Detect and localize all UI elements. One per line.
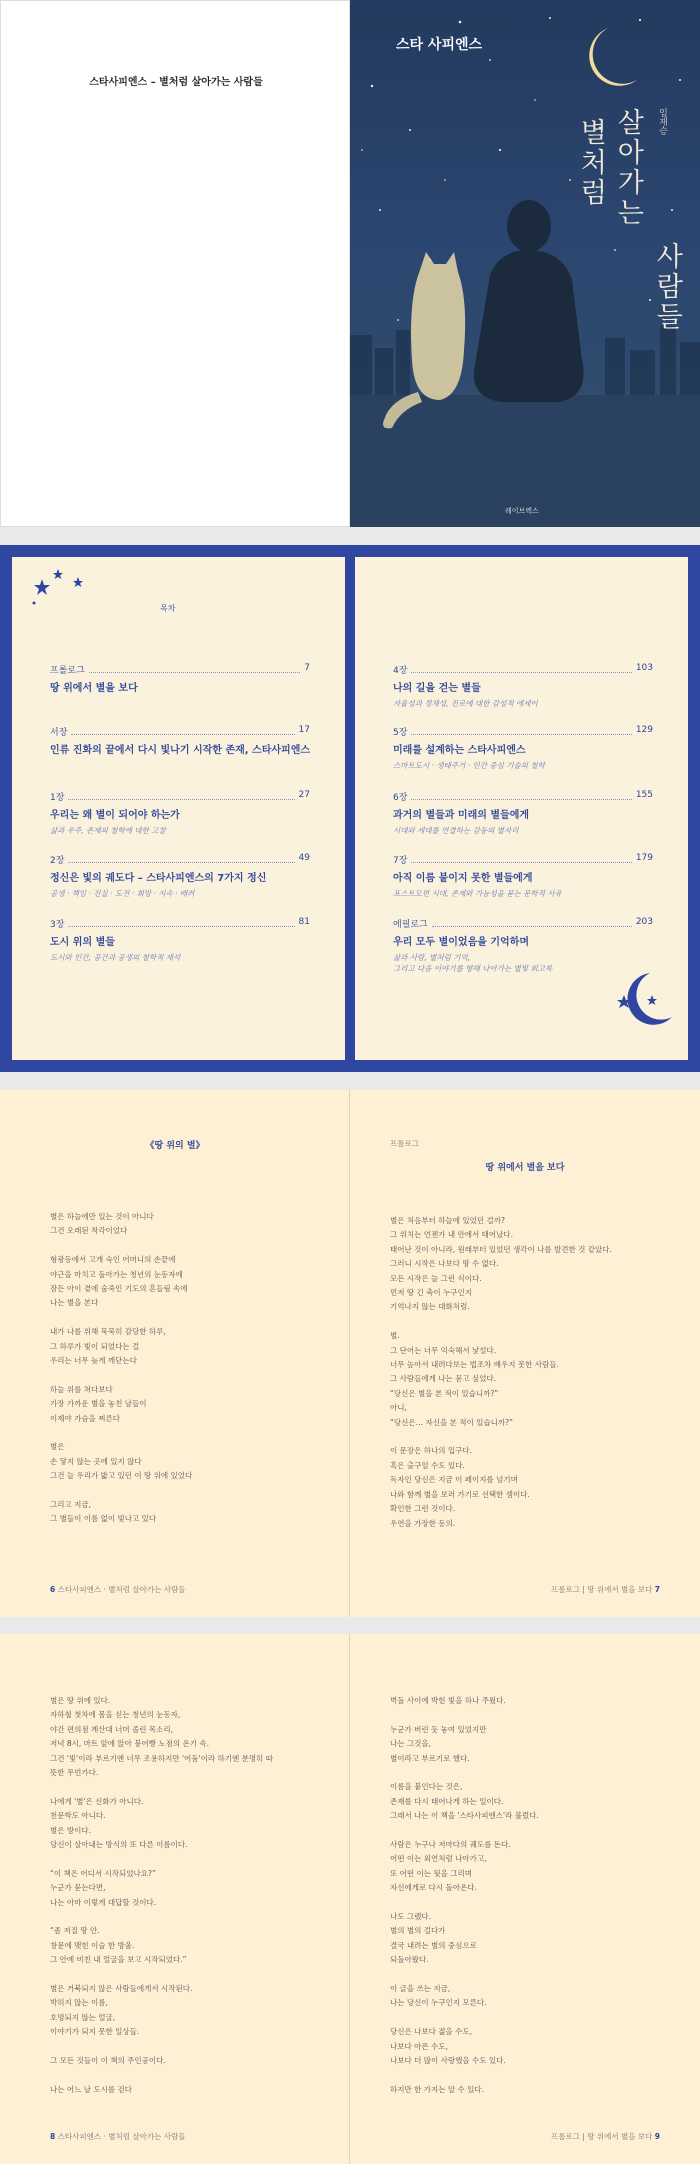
text-line xyxy=(390,1824,539,1838)
page-8 xyxy=(0,1634,350,2164)
text-line: 사람은 누구나 저마다의 궤도를 돈다. xyxy=(390,1840,511,1850)
page-number: 8 xyxy=(50,2132,56,2141)
toc-page-number: 17 xyxy=(298,725,310,735)
toc-chapter-title: 아직 이름 붙이지 못한 별들에게 xyxy=(393,873,533,884)
spread-cover xyxy=(0,0,700,527)
toc-leader xyxy=(68,790,294,800)
text-line: 별의 별의 걸다가 xyxy=(390,1926,446,1936)
text-line: 그건 '빛'이라 부르기엔 너무 조용하지만 '어둠'이라 하기엔 분명히 따 xyxy=(50,1753,273,1763)
text-line: 이 글을 쓰는 지금, xyxy=(390,1984,451,1994)
spread-prologue-cont xyxy=(0,1634,700,2164)
toc-chapter-subtitle: 삶과 우주, 존재의 철학에 대한 고찰 xyxy=(50,826,166,835)
text-line: 그 안에 비친 내 얼굴을 보고 시작되었다.” xyxy=(50,1955,187,1965)
text-line xyxy=(390,1766,539,1780)
chapter-kicker: 프롤로그 xyxy=(390,1139,419,1148)
text-line xyxy=(390,2011,539,2025)
text-line: 뜻한 무언가다. xyxy=(50,1768,99,1778)
toc-page-number: 129 xyxy=(635,725,653,735)
cover-title-col2: 별처럼 xyxy=(575,118,607,208)
toc-entry-head xyxy=(393,853,653,866)
toc-entry-head xyxy=(393,663,653,676)
toc-chapter-title: 나의 길을 걷는 별들 xyxy=(393,683,481,694)
text-line: 존재를 다시 태어나게 하는 일이다. xyxy=(390,1796,504,1806)
prologue-body xyxy=(390,1214,612,1531)
text-line: 그 하루가 빛이 되었다는 걸 xyxy=(50,1341,140,1351)
toc-chapter-subtitle: 시대와 세대를 연결하는 감동의 별자리 xyxy=(393,826,519,835)
text-line: 또 어떤 이는 뒷을 그리며 xyxy=(390,1868,472,1878)
text-line: 그 위치는 언젠가 내 안에서 태어났다. xyxy=(390,1230,513,1240)
text-line: 나는 어느 날 도시를 걷다 xyxy=(50,2084,132,2094)
page-footer-left xyxy=(50,2131,185,2142)
text-line: 그 단어는 너무 익숙해서 낯설다. xyxy=(390,1345,497,1355)
toc-chapter-label: 4장 xyxy=(393,666,408,676)
text-line xyxy=(390,1708,539,1722)
text-line xyxy=(50,2068,273,2082)
text-line: “이 책은 어디서 시작되었나요?” xyxy=(50,1868,156,1878)
text-line: 독자인 당신은 지금 이 페이지를 넘기며 xyxy=(390,1475,518,1485)
text-line: 나는 별을 본다 xyxy=(50,1298,99,1308)
text-line: 하지만 한 가지는 알 수 있다. xyxy=(390,2084,484,2094)
text-line: 야근을 마치고 돌아가는 청년의 눈동자에 xyxy=(50,1269,183,1279)
page-6 xyxy=(0,1090,350,1617)
text-line: 내가 나를 위해 묵묵히 감당한 하루, xyxy=(50,1327,166,1337)
toc-entry[interactable] xyxy=(393,853,653,899)
text-line: 그건 오래된 착각이었다 xyxy=(50,1226,128,1236)
toc-chapter-label: 3장 xyxy=(50,920,65,930)
text-line: 누군가 버린 듯 놓여 있었지만 xyxy=(390,1724,487,1734)
toc-entry[interactable] xyxy=(50,663,310,698)
text-line: 별은 방이다. xyxy=(50,1825,91,1835)
text-line: 나보다 아픈 수도, xyxy=(390,2041,448,2051)
text-line: 이야기가 되지 못한 일상들. xyxy=(50,2027,140,2037)
text-line xyxy=(50,1239,192,1253)
toc-entry-head xyxy=(393,917,653,930)
toc-page-number: 203 xyxy=(635,917,653,927)
toc-entry-head xyxy=(50,725,310,738)
toc-leader xyxy=(89,663,300,673)
text-line xyxy=(50,1852,273,1866)
prologue-body xyxy=(50,1694,273,2097)
text-line: 별이라고 부르기로 했다. xyxy=(390,1753,470,1763)
text-line: 이름을 붙인다는 것은, xyxy=(390,1782,463,1792)
footer-chapter: 프롤로그 | 땅 위에서 별을 보다 xyxy=(551,1585,653,1594)
text-line: 야간 편의점 계산대 너머 졸린 목소리, xyxy=(50,1724,173,1734)
text-line xyxy=(390,1315,612,1329)
text-line: 별. xyxy=(390,1331,400,1341)
toc-leader xyxy=(411,790,631,800)
text-line: 나에게 '별'은 신화가 아니다. xyxy=(50,1796,144,1806)
moon-stars-icon xyxy=(610,965,680,1035)
text-line: 결국 내려는 별의 중심으로 xyxy=(390,1940,477,1950)
toc-leader xyxy=(411,663,631,673)
toc-entry-head xyxy=(50,917,310,930)
crescent-moon-icon xyxy=(589,28,637,86)
toc-chapter-label: 프롤로그 xyxy=(50,666,85,676)
toc-chapter-label: 에필로그 xyxy=(393,920,428,930)
text-line xyxy=(390,1968,539,1982)
page-number: 6 xyxy=(50,1585,56,1594)
text-line xyxy=(50,1484,192,1498)
text-line xyxy=(50,1910,273,1924)
cover-publisher: 레이브렉스 xyxy=(505,507,539,515)
cover-title-col3: 사람들 xyxy=(651,242,683,332)
text-line: 태어난 것이 아니라, 원래부터 있었던 생각이 나를 발견한 것 같았다. xyxy=(390,1244,612,1254)
page-number: 9 xyxy=(654,2132,660,2141)
toc-chapter-title: 정신은 빛의 궤도다 – 스타사피엔스의 7가지 정신 xyxy=(50,873,267,884)
text-line xyxy=(50,1780,273,1794)
book-cover xyxy=(350,0,700,527)
toc-heading: 목차 xyxy=(160,604,176,613)
text-line: 누군가 묻는다면, xyxy=(50,1883,106,1893)
text-line: 우연을 가장한 동의. xyxy=(390,1518,456,1528)
text-line: 그 별들이 이름 없이 빛나고 있다 xyxy=(50,1514,157,1524)
toc-chapter-label: 6장 xyxy=(393,793,408,803)
text-line: 손 닿지 않는 곳에 있지 않다 xyxy=(50,1456,142,1466)
toc-entry[interactable] xyxy=(50,917,310,963)
toc-chapter-title: 인류 진화의 끝에서 다시 빛나기 시작한 존재, 스타사피엔스 xyxy=(50,745,311,756)
text-line: “좀 저질 땅 안. xyxy=(50,1926,100,1936)
text-line: 나는 당신이 누구인지 모른다. xyxy=(390,1998,487,2008)
text-line: 하늘 위를 쳐다보다 xyxy=(50,1384,113,1394)
toc-entry[interactable] xyxy=(50,790,310,836)
footer-book-title: 스타사피엔스 · 별처럼 살아가는 사람들 xyxy=(57,2132,186,2141)
text-line: 그러니 시작은 나보다 땅 수 없다. xyxy=(390,1259,499,1269)
toc-chapter-subtitle: 삶과 사람, 별처럼 기억, 그리고 다음 이야기를 향해 나아가는 별빛 회고록 xyxy=(393,953,553,973)
toc-chapter-title: 우리 모두 별이었음을 기억하며 xyxy=(393,937,530,948)
text-line: 너무 높아서 내려다보는 법조차 배우지 못한 사람들. xyxy=(390,1360,559,1370)
text-line: 벽돌 사이에 박힌 빛을 하나 주웠다. xyxy=(390,1696,506,1705)
text-line: 별은 땅 위에 있다. xyxy=(50,1696,111,1705)
toc-chapter-title: 미래를 설계하는 스타사피엔스 xyxy=(393,745,526,756)
toc-page-number: 155 xyxy=(635,790,653,800)
toc-chapter-subtitle: 자율성과 정체성, 진로에 대한 감성적 에세이 xyxy=(393,699,538,708)
text-line: 그건 늘 우리가 밟고 있던 이 땅 위에 있었다 xyxy=(50,1471,193,1481)
toc-entry[interactable] xyxy=(393,917,653,974)
toc-chapter-title: 우리는 왜 별이 되어야 하는가 xyxy=(50,810,180,821)
text-line: 별은 처음부터 하늘에 있었던 걸까? xyxy=(390,1216,505,1225)
toc-leader xyxy=(71,725,294,735)
toc-chapter-subtitle: 도시와 인간, 공간과 공생의 철학적 재석 xyxy=(50,953,181,962)
toc-entry[interactable] xyxy=(50,853,310,899)
text-line: 천문학도 아니다. xyxy=(50,1811,106,1821)
chapter-title: 땅 위에서 별을 보다 xyxy=(485,1163,565,1173)
text-line: 먼저 땅 긴 축이 누구인지 xyxy=(390,1288,472,1298)
text-line: 나와 함께 별을 보러 가기로 선택한 셈이다. xyxy=(390,1489,530,1499)
toc-entry-head xyxy=(393,725,653,738)
cover-brand: 스타 사피엔스 xyxy=(396,37,483,53)
spread-poem xyxy=(0,1090,700,1617)
text-line xyxy=(390,2068,539,2082)
toc-entry[interactable] xyxy=(393,663,653,709)
text-line: 잠든 아이 곁에 숨죽인 기도의 흔들림 속에 xyxy=(50,1284,188,1294)
toc-entry[interactable] xyxy=(50,725,310,760)
text-line: 별은 하늘에만 있는 것이 아니다 xyxy=(50,1212,154,1221)
toc-leader xyxy=(68,853,294,863)
toc-page-number: 49 xyxy=(298,853,310,863)
text-line: 자신에게로 다시 돌아온다. xyxy=(390,1883,477,1893)
toc-leader xyxy=(411,725,631,735)
text-line: 자하철 첫차에 몸을 싣는 청년의 눈동자, xyxy=(50,1710,181,1720)
text-line: 호명되지 않는 얼굴, xyxy=(50,2012,116,2022)
text-line: 우리는 너무 늦게 깨닫는다 xyxy=(50,1356,137,1366)
text-line: 형광등에서 고개 숙인 어머니의 손끝에 xyxy=(50,1255,176,1265)
page-footer-right xyxy=(551,1584,660,1595)
text-line: 확인한 그런 것이다. xyxy=(390,1504,456,1514)
toc-leader xyxy=(68,917,294,927)
toc-chapter-subtitle: 포스트모먼 시대, 존재와 가능성을 묻는 문학적 사유 xyxy=(393,889,562,898)
text-line: 이 문장은 하나의 입구다. xyxy=(390,1446,472,1456)
cover-illustration xyxy=(350,0,700,527)
text-line: 그래서 나는 이 책을 '스타사피엔스'라 불렀다. xyxy=(390,1811,539,1821)
text-line: 창문에 맺힌 이슬 한 방울. xyxy=(50,1940,135,1950)
toc-chapter-label: 7장 xyxy=(393,856,408,866)
page-7 xyxy=(350,1090,700,1617)
page-footer-right xyxy=(551,2131,660,2142)
toc-chapter-title: 과거의 별들과 미래의 별들에게 xyxy=(393,810,530,821)
text-line: “당신은 별을 본 적이 있습니까?” xyxy=(390,1388,499,1398)
toc-leader xyxy=(411,853,631,863)
toc-chapter-label: 5장 xyxy=(393,728,408,738)
text-line: 당신이 살아내는 방식의 또 다른 이름이다. xyxy=(50,1840,188,1850)
toc-entry-head xyxy=(393,790,653,803)
text-line: 나보다 더 많이 사랑했을 수도 있다. xyxy=(390,2056,506,2066)
toc-entry[interactable] xyxy=(393,725,653,771)
toc-chapter-label: 2장 xyxy=(50,856,65,866)
text-line xyxy=(50,1311,192,1325)
text-line: 그 모든 것들이 이 책의 주인공이다. xyxy=(50,2056,166,2066)
toc-chapter-label: 1장 xyxy=(50,793,65,803)
title-page xyxy=(0,0,350,527)
text-line: 나는 그것을, xyxy=(390,1739,431,1749)
text-line xyxy=(50,2040,273,2054)
text-line: 어떤 이는 외연처럼 나아가고, xyxy=(390,1854,487,1864)
text-line xyxy=(390,1896,539,1910)
toc-page-number: 179 xyxy=(635,853,653,863)
text-line: 별은 거북되지 않은 사람들에게서 시작된다. xyxy=(50,1984,193,1994)
toc-chapter-subtitle: 스마트도시 · 생태주거 · 인간 중심 기술의 철학 xyxy=(393,761,545,770)
toc-chapter-label: 서장 xyxy=(50,728,68,738)
footer-chapter: 프롤로그 | 땅 위에서 별을 보다 xyxy=(551,2132,653,2141)
text-line: 저녁 8시, 마트 앞에 앉아 붕어빵 노점의 온기 속. xyxy=(50,1739,210,1749)
text-line xyxy=(390,1430,612,1444)
toc-entry-head xyxy=(50,663,310,676)
text-line: 그리고 지금, xyxy=(50,1500,91,1510)
text-line: 가장 가까운 별을 놓친 날들이 xyxy=(50,1399,147,1409)
toc-chapter-subtitle: 공생 · 책임 · 진실 · 도전 · 희망 · 지속 · 배려 xyxy=(50,889,195,898)
boy-silhouette xyxy=(474,200,584,402)
text-line: 혹은 출구일 수도 있다. xyxy=(390,1460,465,1470)
text-line: 나는 아마 이렇게 대답할 것이다. xyxy=(50,1897,157,1907)
text-line: 당신은 나보다 젊을 수도, xyxy=(390,2027,472,2037)
toc-page-number: 103 xyxy=(635,663,653,673)
toc-page-number: 27 xyxy=(298,790,310,800)
text-line: “당신은… 자신을 본 적이 있습니까?” xyxy=(390,1417,513,1427)
toc-entry-head xyxy=(50,790,310,803)
star-cluster-icon xyxy=(28,565,98,615)
footer-book-title: 스타사피엔스 · 별처럼 살아가는 사람들 xyxy=(57,1585,186,1594)
title-page-heading: 스타사피엔스 – 별처럼 살아가는 사람들 xyxy=(89,77,263,88)
toc-leader xyxy=(432,917,632,927)
text-line: 나도 그랬다. xyxy=(390,1912,431,1922)
text-line: 모든 시작은 늘 그런 식이다. xyxy=(390,1273,482,1283)
text-line: 박히지 않는 이름, xyxy=(50,1998,108,2008)
toc-chapter-title: 땅 위에서 별을 보다 xyxy=(50,683,138,694)
poem-title: 《땅 위의 별》 xyxy=(145,1141,205,1151)
text-line xyxy=(50,1368,192,1382)
page-footer-left xyxy=(50,1584,185,1595)
page-number: 7 xyxy=(654,1585,660,1594)
prologue-body xyxy=(390,1694,539,2097)
toc-entry[interactable] xyxy=(393,790,653,836)
text-line xyxy=(50,1968,273,1982)
cover-title-col1: 살아가는 xyxy=(612,108,644,228)
cover-author: 임재승 xyxy=(657,108,667,135)
text-line: 별은 xyxy=(50,1442,65,1452)
text-line: 이제야 가슴을 찌른다 xyxy=(50,1413,120,1423)
text-line: 되돌아왔다. xyxy=(390,1955,429,1965)
poem-body xyxy=(50,1210,192,1527)
text-line: 기억나지 않는 대화처럼. xyxy=(390,1302,470,1312)
toc-page-number: 7 xyxy=(304,663,310,673)
toc-page-number: 81 xyxy=(298,917,310,927)
text-line: 그 사람들에게 나는 묻고 싶었다. xyxy=(390,1374,497,1384)
toc-entry-head xyxy=(50,853,310,866)
text-line xyxy=(50,1426,192,1440)
text-line: 아니, xyxy=(390,1403,407,1413)
toc-chapter-title: 도시 위의 별들 xyxy=(50,937,115,948)
page-9 xyxy=(350,1634,700,2164)
